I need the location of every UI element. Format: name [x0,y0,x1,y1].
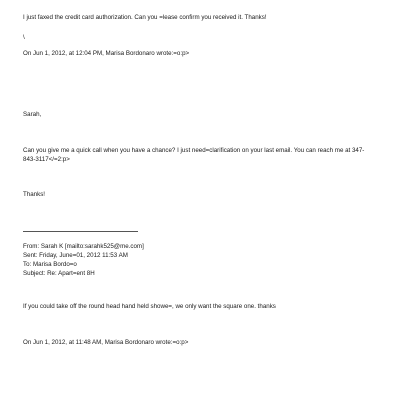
forward-subject: Subject: Re: Apart=ent 8H [23,270,95,277]
forward-to: To: Marisa Bordo=o [23,261,77,268]
separator-rule [23,231,138,232]
quoted-header-first: On Jun 1, 2012, at 12:04 PM, Marisa Bordonaro wrote:=o:p> [23,50,190,57]
stray-backslash: \ [23,34,25,41]
faxed-confirmation-line: I just faxed the credit card authorization. Can you =lease confirm you received it. Thanks! [23,14,267,21]
quoted-header-second: On Jun 1, 2012, at 11:48 AM, Marisa Bordonaro wrote:=o:p> [23,339,189,346]
greeting: Sarah, [23,111,42,118]
forward-from: From: Sarah K [mailto:sarahk525@me.com] [23,243,144,250]
forward-sent: Sent: Friday, June=01, 2012 11:53 AM [23,252,128,259]
showerhead-request-line: If you could take off the round head hand held showe=, we only want the square one. thanks [23,303,276,310]
call-request-paragraph: Can you give me a quick call when you have a chance? I just need=clarification on your last email. You can reach me at 347-843-3117</=2:p> [23,147,365,163]
thanks-line: Thanks! [23,191,46,198]
